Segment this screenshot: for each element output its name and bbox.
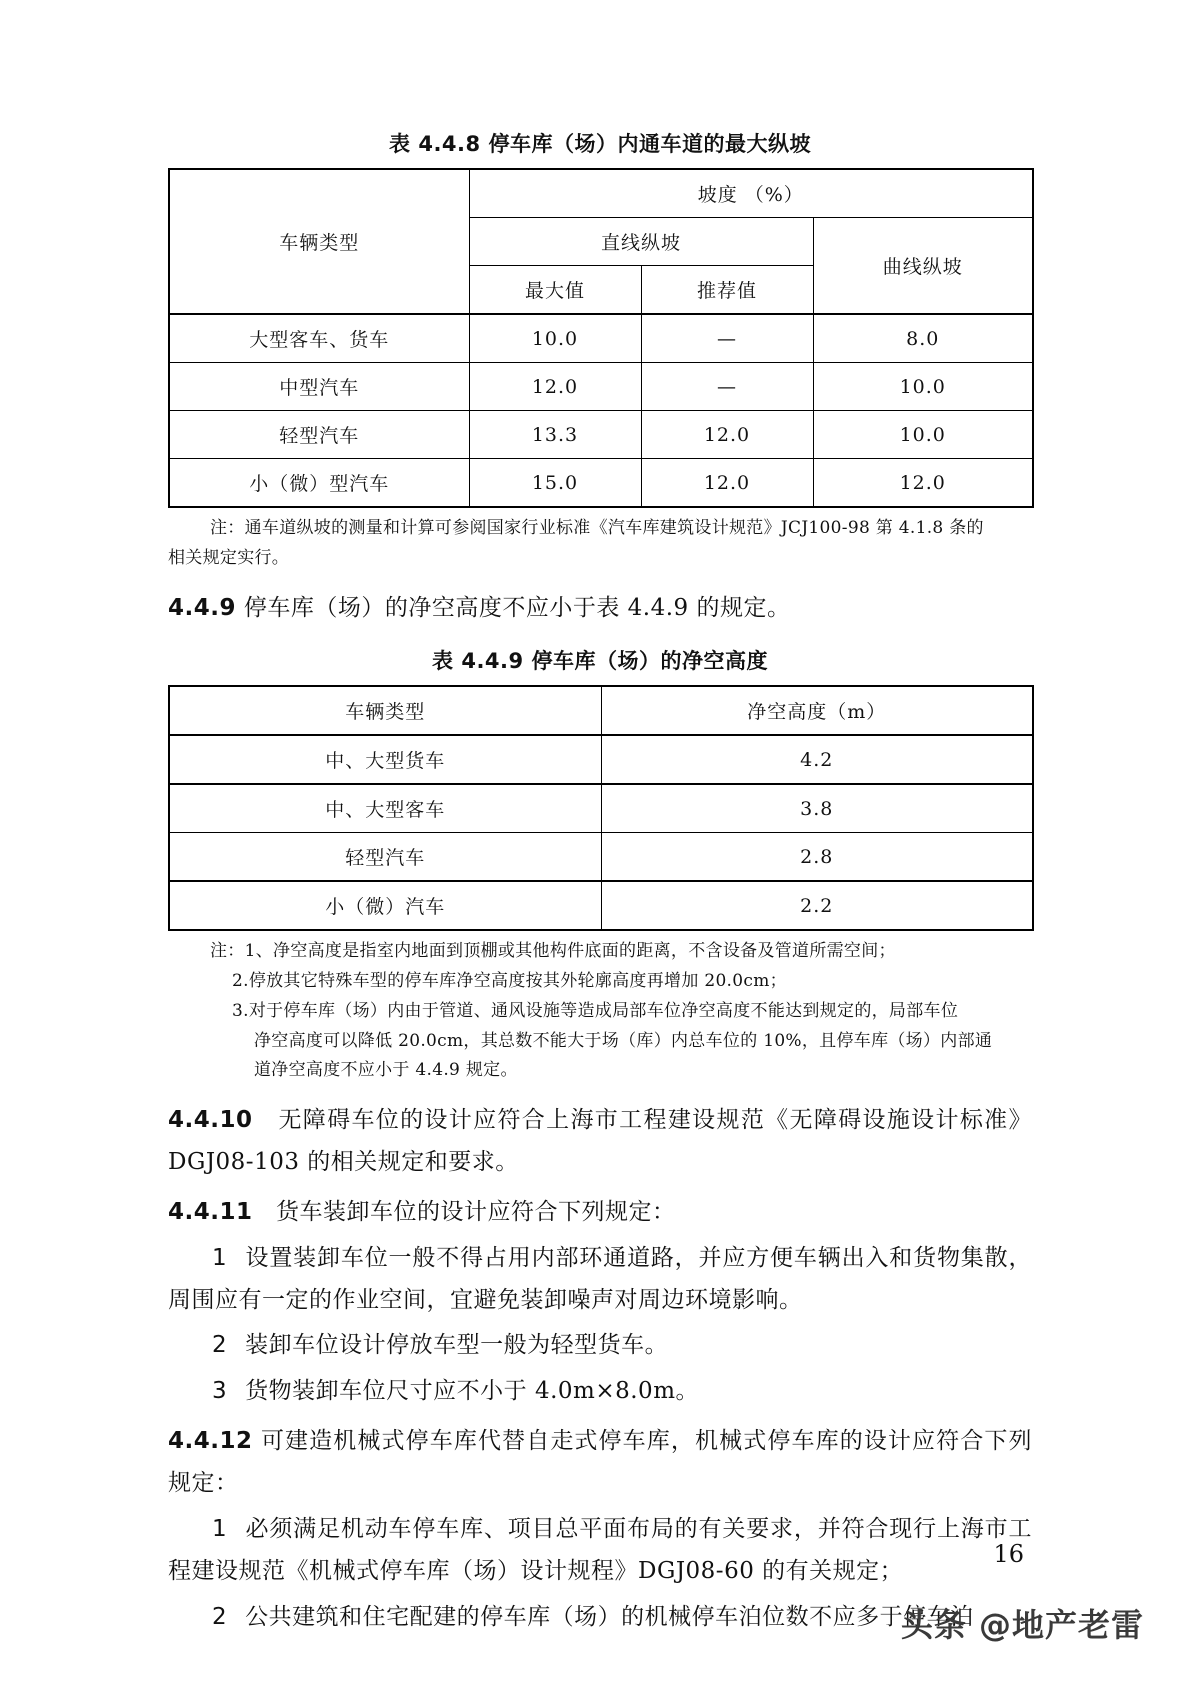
clause-4410-number: 4.4.10 (168, 1107, 253, 1134)
cell-vehicle-type: 大型客车、货车 (169, 314, 469, 363)
clause-4412-item-1 (168, 1509, 1032, 1593)
header-straight-max: 最大值 (469, 266, 641, 315)
item-text: 必须满足机动车停车库、项目总平面布局的有关要求，并符合现行上海市工程建设规范《机械式停车库（场）设计规程》DGJ08-60 的有关规定； (168, 1515, 1032, 1584)
cell-straight-recommend: 12.0 (641, 411, 813, 459)
cell-vehicle-type: 中、大型客车 (169, 784, 601, 833)
cell-straight-recommend: — (641, 314, 813, 363)
item-text: 设置装卸车位一般不得占用内部环通道路，并应方便车辆出入和货物集散，周围应有一定的作业空间，宜避免装卸噪声对周边环境影响。 (168, 1244, 1032, 1313)
table-row (169, 314, 1033, 363)
table-row (169, 411, 1033, 459)
item-number: 2 (212, 1332, 228, 1359)
cell-vehicle-type: 轻型汽车 (169, 833, 601, 882)
header-straight-group: 直线纵坡 (469, 218, 813, 266)
table-row (169, 735, 1033, 784)
cell-curve-max: 10.0 (813, 363, 1033, 411)
item-text: 装卸车位设计停放车型一般为轻型货车。 (245, 1332, 669, 1359)
item-number: 2 (212, 1603, 228, 1630)
clause-4410-text: 无障碍车位的设计应符合上海市工程建设规范《无障碍设施设计标准》DGJ08-103 的相关规定和要求。 (168, 1107, 1033, 1175)
header-vehicle-type: 车辆类型 (169, 169, 469, 314)
cell-curve-max: 8.0 (813, 314, 1033, 363)
table-449 (168, 685, 1034, 931)
table-row (169, 169, 1033, 218)
table-row (169, 881, 1033, 930)
cell-clear-height: 2.2 (601, 881, 1033, 930)
clause-4412 (168, 1421, 1032, 1505)
clause-449-text: 停车库（场）的净空高度不应小于表 4.4.9 的规定。 (243, 594, 791, 621)
clause-4411-item-3 (168, 1371, 1032, 1413)
header-curve-group: 曲线纵坡 (813, 218, 1033, 315)
clause-4411-text: 货车装卸车位的设计应符合下列规定： (275, 1198, 676, 1225)
table-row (169, 686, 1033, 735)
table-449-note (168, 937, 1032, 1086)
cell-straight-recommend: 12.0 (641, 459, 813, 508)
cell-straight-recommend: — (641, 363, 813, 411)
note-line: 相关规定实行。 (168, 547, 290, 568)
cell-straight-max: 13.3 (469, 411, 641, 459)
clause-4412-number: 4.4.12 (168, 1428, 253, 1455)
item-text: 货物装卸车位尺寸应不小于 4.0m×8.0m。 (245, 1378, 699, 1405)
clause-4411-item-1 (168, 1238, 1032, 1322)
table-448-caption: 表 4.4.8 停车库（场）内通车道的最大纵坡 (389, 132, 811, 156)
note-line: 3.对于停车库（场）内由于管道、通风设施等造成局部车位净空高度不能达到规定的，局部车位 (232, 1000, 959, 1021)
note-line: 注：1、净空高度是指室内地面到顶棚或其他构件底面的距离，不含设备及管道所需空间； (210, 941, 896, 962)
clause-449-number: 4.4.9 (168, 594, 236, 621)
clause-4411-number: 4.4.11 (168, 1198, 253, 1225)
note-line: 2.停放其它特殊车型的停车库净空高度按其外轮廓高度再增加 20.0cm； (232, 971, 787, 992)
header-vehicle-type: 车辆类型 (169, 686, 601, 735)
cell-straight-max: 10.0 (469, 314, 641, 363)
cell-curve-max: 12.0 (813, 459, 1033, 508)
table-448-note (168, 514, 1032, 574)
cell-vehicle-type: 轻型汽车 (169, 411, 469, 459)
header-straight-recommend: 推荐值 (641, 266, 813, 315)
note-line: 道净空高度不应小于 4.4.9 规定。 (254, 1060, 518, 1081)
cell-straight-max: 12.0 (469, 363, 641, 411)
item-text: 公共建筑和住宅配建的停车库（场）的机械停车泊位数不应多于停车泊 (245, 1603, 974, 1630)
cell-clear-height: 4.2 (601, 735, 1033, 784)
header-clear-height: 净空高度（m） (601, 686, 1033, 735)
clause-4411 (168, 1192, 1032, 1234)
clause-449 (168, 588, 1032, 630)
watermark: 头条 @地产老雷 (900, 1606, 1144, 1644)
table-row (169, 784, 1033, 833)
item-number: 1 (212, 1244, 228, 1271)
header-slope-group: 坡度 （%） (469, 169, 1033, 218)
cell-straight-max: 15.0 (469, 459, 641, 508)
clause-4411-item-2 (168, 1325, 1032, 1367)
table-row (169, 459, 1033, 508)
table-449-caption: 表 4.4.9 停车库（场）的净空高度 (432, 649, 768, 674)
cell-clear-height: 3.8 (601, 784, 1033, 833)
clause-4410 (168, 1100, 1032, 1184)
page-number: 16 (993, 1540, 1024, 1568)
cell-clear-height: 2.8 (601, 833, 1033, 882)
cell-vehicle-type: 小（微）汽车 (169, 881, 601, 930)
clause-4412-text: 可建造机械式停车库代替自走式停车库，机械式停车库的设计应符合下列规定： (168, 1428, 1033, 1496)
item-number: 1 (212, 1515, 228, 1542)
cell-vehicle-type: 小（微）型汽车 (169, 459, 469, 508)
cell-vehicle-type: 中型汽车 (169, 363, 469, 411)
table-448 (168, 168, 1034, 508)
item-number: 3 (212, 1378, 228, 1405)
cell-vehicle-type: 中、大型货车 (169, 735, 601, 784)
note-line: 注：通车道纵坡的测量和计算可参阅国家行业标准《汽车库建筑设计规范》JCJ100-98 第 4.1.8 条的 (210, 518, 984, 538)
cell-curve-max: 10.0 (813, 411, 1033, 459)
note-line: 净空高度可以降低 20.0cm，其总数不能大于场（库）内总车位的 10%，且停车库（场）内部通 (254, 1030, 993, 1051)
table-row (169, 833, 1033, 882)
table-row (169, 363, 1033, 411)
page-content (168, 128, 1032, 1638)
